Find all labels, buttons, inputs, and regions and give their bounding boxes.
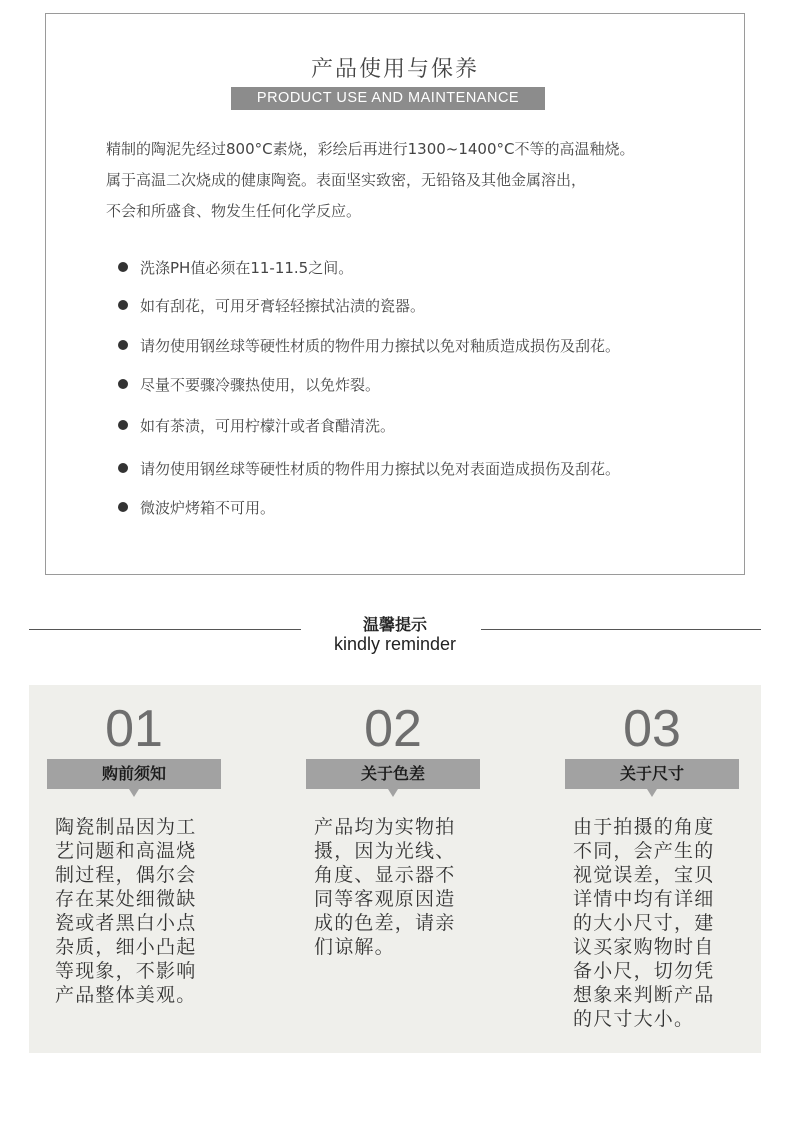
- column-line: 备小尺，切勿凭: [573, 960, 715, 982]
- tip-item: [118, 335, 620, 356]
- column-line: 的尺寸大小。: [573, 1008, 695, 1030]
- column-line: 想象来判断产品: [573, 984, 715, 1006]
- bullet-icon: [118, 262, 128, 272]
- intro-line: 精制的陶泥先经过800°C素烧，彩绘后再进行1300~1400°C不等的高温釉烧。: [106, 140, 635, 158]
- column-line: 视觉误差，宝贝: [573, 864, 715, 886]
- column-line: 的大小尺寸，建: [573, 912, 715, 934]
- bullet-icon: [118, 340, 128, 350]
- column-line: 产品均为实物拍: [314, 816, 456, 838]
- intro-line: 不会和所盛食、物发生任何化学反应。: [106, 202, 362, 220]
- tip-item: [118, 497, 275, 518]
- intro-paragraph: [106, 134, 726, 227]
- tip-text: 微波炉烤箱不可用。: [140, 499, 276, 517]
- column-line: 产品整体美观。: [55, 984, 197, 1006]
- column-line: 陶瓷制品因为工: [55, 816, 197, 838]
- bullet-icon: [118, 379, 128, 389]
- bullet-icon: [118, 420, 128, 430]
- column-label: 关于色差: [306, 759, 480, 789]
- column-label: 关于尺寸: [565, 759, 739, 789]
- reminder-subtitle: kindly reminder: [333, 634, 457, 654]
- tip-text: 如有茶渍，可用柠檬汁或者食醋清洗。: [140, 417, 396, 435]
- column-line: 艺问题和高温烧: [55, 840, 197, 862]
- tip-item: [118, 295, 425, 316]
- column-number: 03: [623, 700, 681, 758]
- tip-text: 请勿使用钢丝球等硬性材质的物件用力擦拭以免对釉质造成损伤及刮花。: [140, 337, 621, 355]
- column-line: 角度、显示器不: [314, 864, 456, 886]
- tip-text: 尽量不要骤冷骤热使用，以免炸裂。: [140, 376, 381, 394]
- tip-item: [118, 458, 620, 479]
- reminder-column: [547, 685, 757, 1053]
- bullet-icon: [118, 463, 128, 473]
- care-title: 产品使用与保养: [310, 57, 479, 82]
- tip-item: [118, 257, 353, 278]
- column-line: 议买家购物时自: [573, 936, 715, 958]
- column-text: [55, 815, 215, 1007]
- column-line: 由于拍摄的角度: [573, 816, 715, 838]
- bullet-icon: [118, 502, 128, 512]
- column-label: 购前须知: [47, 759, 221, 789]
- tip-item: [118, 374, 380, 395]
- care-subtitle-banner: PRODUCT USE AND MAINTENANCE: [231, 87, 545, 110]
- reminder-column: [288, 685, 498, 1053]
- bullet-icon: [118, 300, 128, 310]
- reminder-column: [29, 685, 239, 1053]
- intro-line: 属于高温二次烧成的健康陶瓷。表面坚实致密，无铅铬及其他金属溶出，: [106, 171, 587, 189]
- tip-text: 请勿使用钢丝球等硬性材质的物件用力擦拭以免对表面造成损伤及刮花。: [140, 460, 621, 478]
- tip-text: 洗涤PH值必须在11-11.5之间。: [140, 259, 354, 277]
- column-line: 存在某处细微缺: [55, 888, 197, 910]
- column-line: 瓷或者黑白小点: [55, 912, 197, 934]
- column-line: 摄，因为光线、: [314, 840, 456, 862]
- column-number: 01: [105, 700, 163, 758]
- column-line: 详情中均有详细: [573, 888, 715, 910]
- column-text: [573, 815, 733, 1031]
- tip-text: 如有刮花，可用牙膏轻轻擦拭沾渍的瓷器。: [140, 297, 426, 315]
- column-line: 杂质，细小凸起: [55, 936, 197, 958]
- tip-item: [118, 415, 395, 436]
- column-line: 成的色差，请亲: [314, 912, 456, 934]
- column-line: 制过程，偶尔会: [55, 864, 197, 886]
- reminder-panel: [29, 685, 761, 1053]
- care-section: [45, 13, 745, 575]
- column-number: 02: [364, 700, 422, 758]
- column-text: [314, 815, 474, 959]
- column-line: 们谅解。: [314, 936, 395, 958]
- column-line: 不同，会产生的: [573, 840, 715, 862]
- column-line: 等现象，不影响: [55, 960, 197, 982]
- column-line: 同等客观原因造: [314, 888, 456, 910]
- reminder-title: 温馨提示: [362, 615, 427, 634]
